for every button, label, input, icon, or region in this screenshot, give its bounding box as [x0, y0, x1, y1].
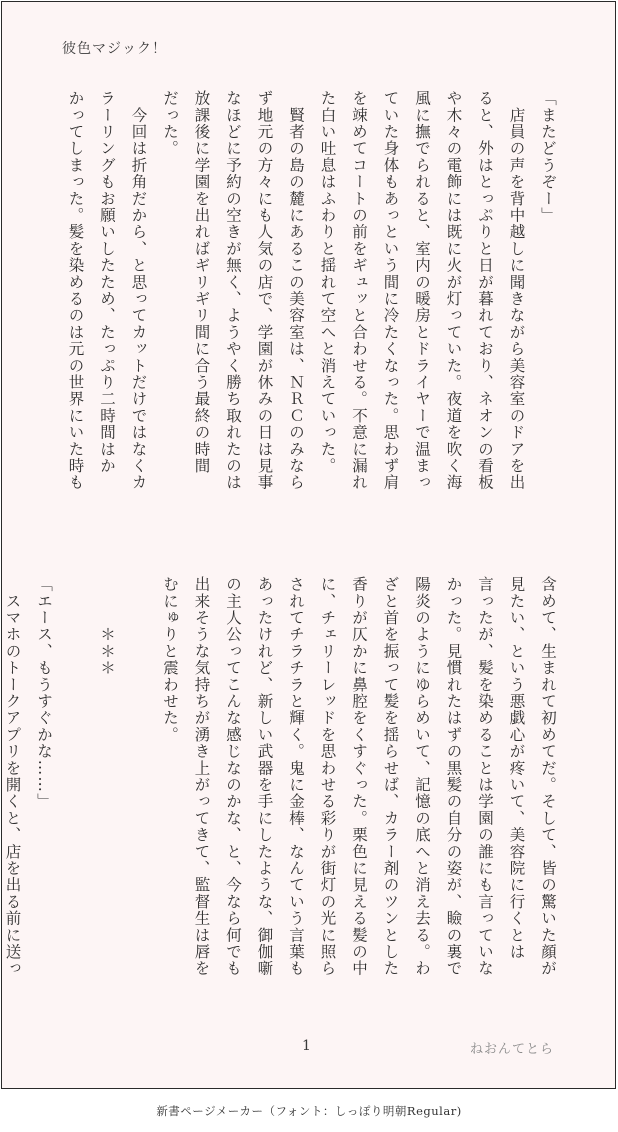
- book-page: [1, 1, 616, 1089]
- body-text-upper: 「またどうぞー」 店員の声を背中越しに聞きながら美容室のドアを出 ると、外はとっぷりと日が暮れており、ネオンの看板 や木々の電飾には既に火が灯っていた。夜道を吹く海 風に撫でられると、室内の暖房とドライヤーで温まっ ていた身体もあっという間に冷たくなった。思わず肩 を竦めてコートの前をギュッと合わせる。不意に漏れ た白い吐息はふわりと揺れて空へと消えていった。 賢者の島の麓にあるこの美容室は、ＮＲＣのみなら ず地元の方々にも人気の店で、学園が休みの日は見事 なほどに予約の空きが無く、ようやく勝ち取れたのは 放課後に学園を出ればギリギリ間に合う最終の時間 だった。 今回は折角だから、と思ってカットだけではなくカ ラーリングもお願いしたため、たっぷり二時間はか かってしまった。髪を染めるのは元の世界にいた時も: [66, 90, 557, 491]
- author-name: ねおんてとら: [470, 1042, 555, 1057]
- page-number: 1: [302, 1038, 311, 1054]
- body-text-lower: 含めて、生まれて初めてだ。そして、皆の驚いた顔が 見たい、という悪戯心が疼いて、美容院に行くとは 言ったが、髪を染めることは学園の誰にも言っていな かった。見慣れたはずの黒髪の自分の姿が、瞼の裏で 陽炎のようにゆらめいて、記憶の底へと消え去る。わ ざと首を振って髪を揺らせば、カラー剤のツンとした 香りが仄かに鼻腔をくすぐった。栗色に見える髪の中 に、チェリーレッドを思わせる彩りが街灯の光に照ら されてチラチラと輝く。鬼に金棒、なんていう言葉も あったけれど、新しい武器を手にしたような、御伽噺 の主人公ってこんな感じなのかな、と、今なら何でも 出来そうな気持ちが湧き上がってきて、監督生は唇を むにゅりと震わせた。 ＊＊＊ 「エース、もうすぐかな……」 スマホのトークアプリを開くと、店を出る前に送っ: [3, 576, 557, 977]
- footer-caption: 新書ページメーカー（フォント：しっぽり明朝Regular): [156, 1104, 462, 1118]
- running-title: 彼色マジック！: [62, 41, 167, 57]
